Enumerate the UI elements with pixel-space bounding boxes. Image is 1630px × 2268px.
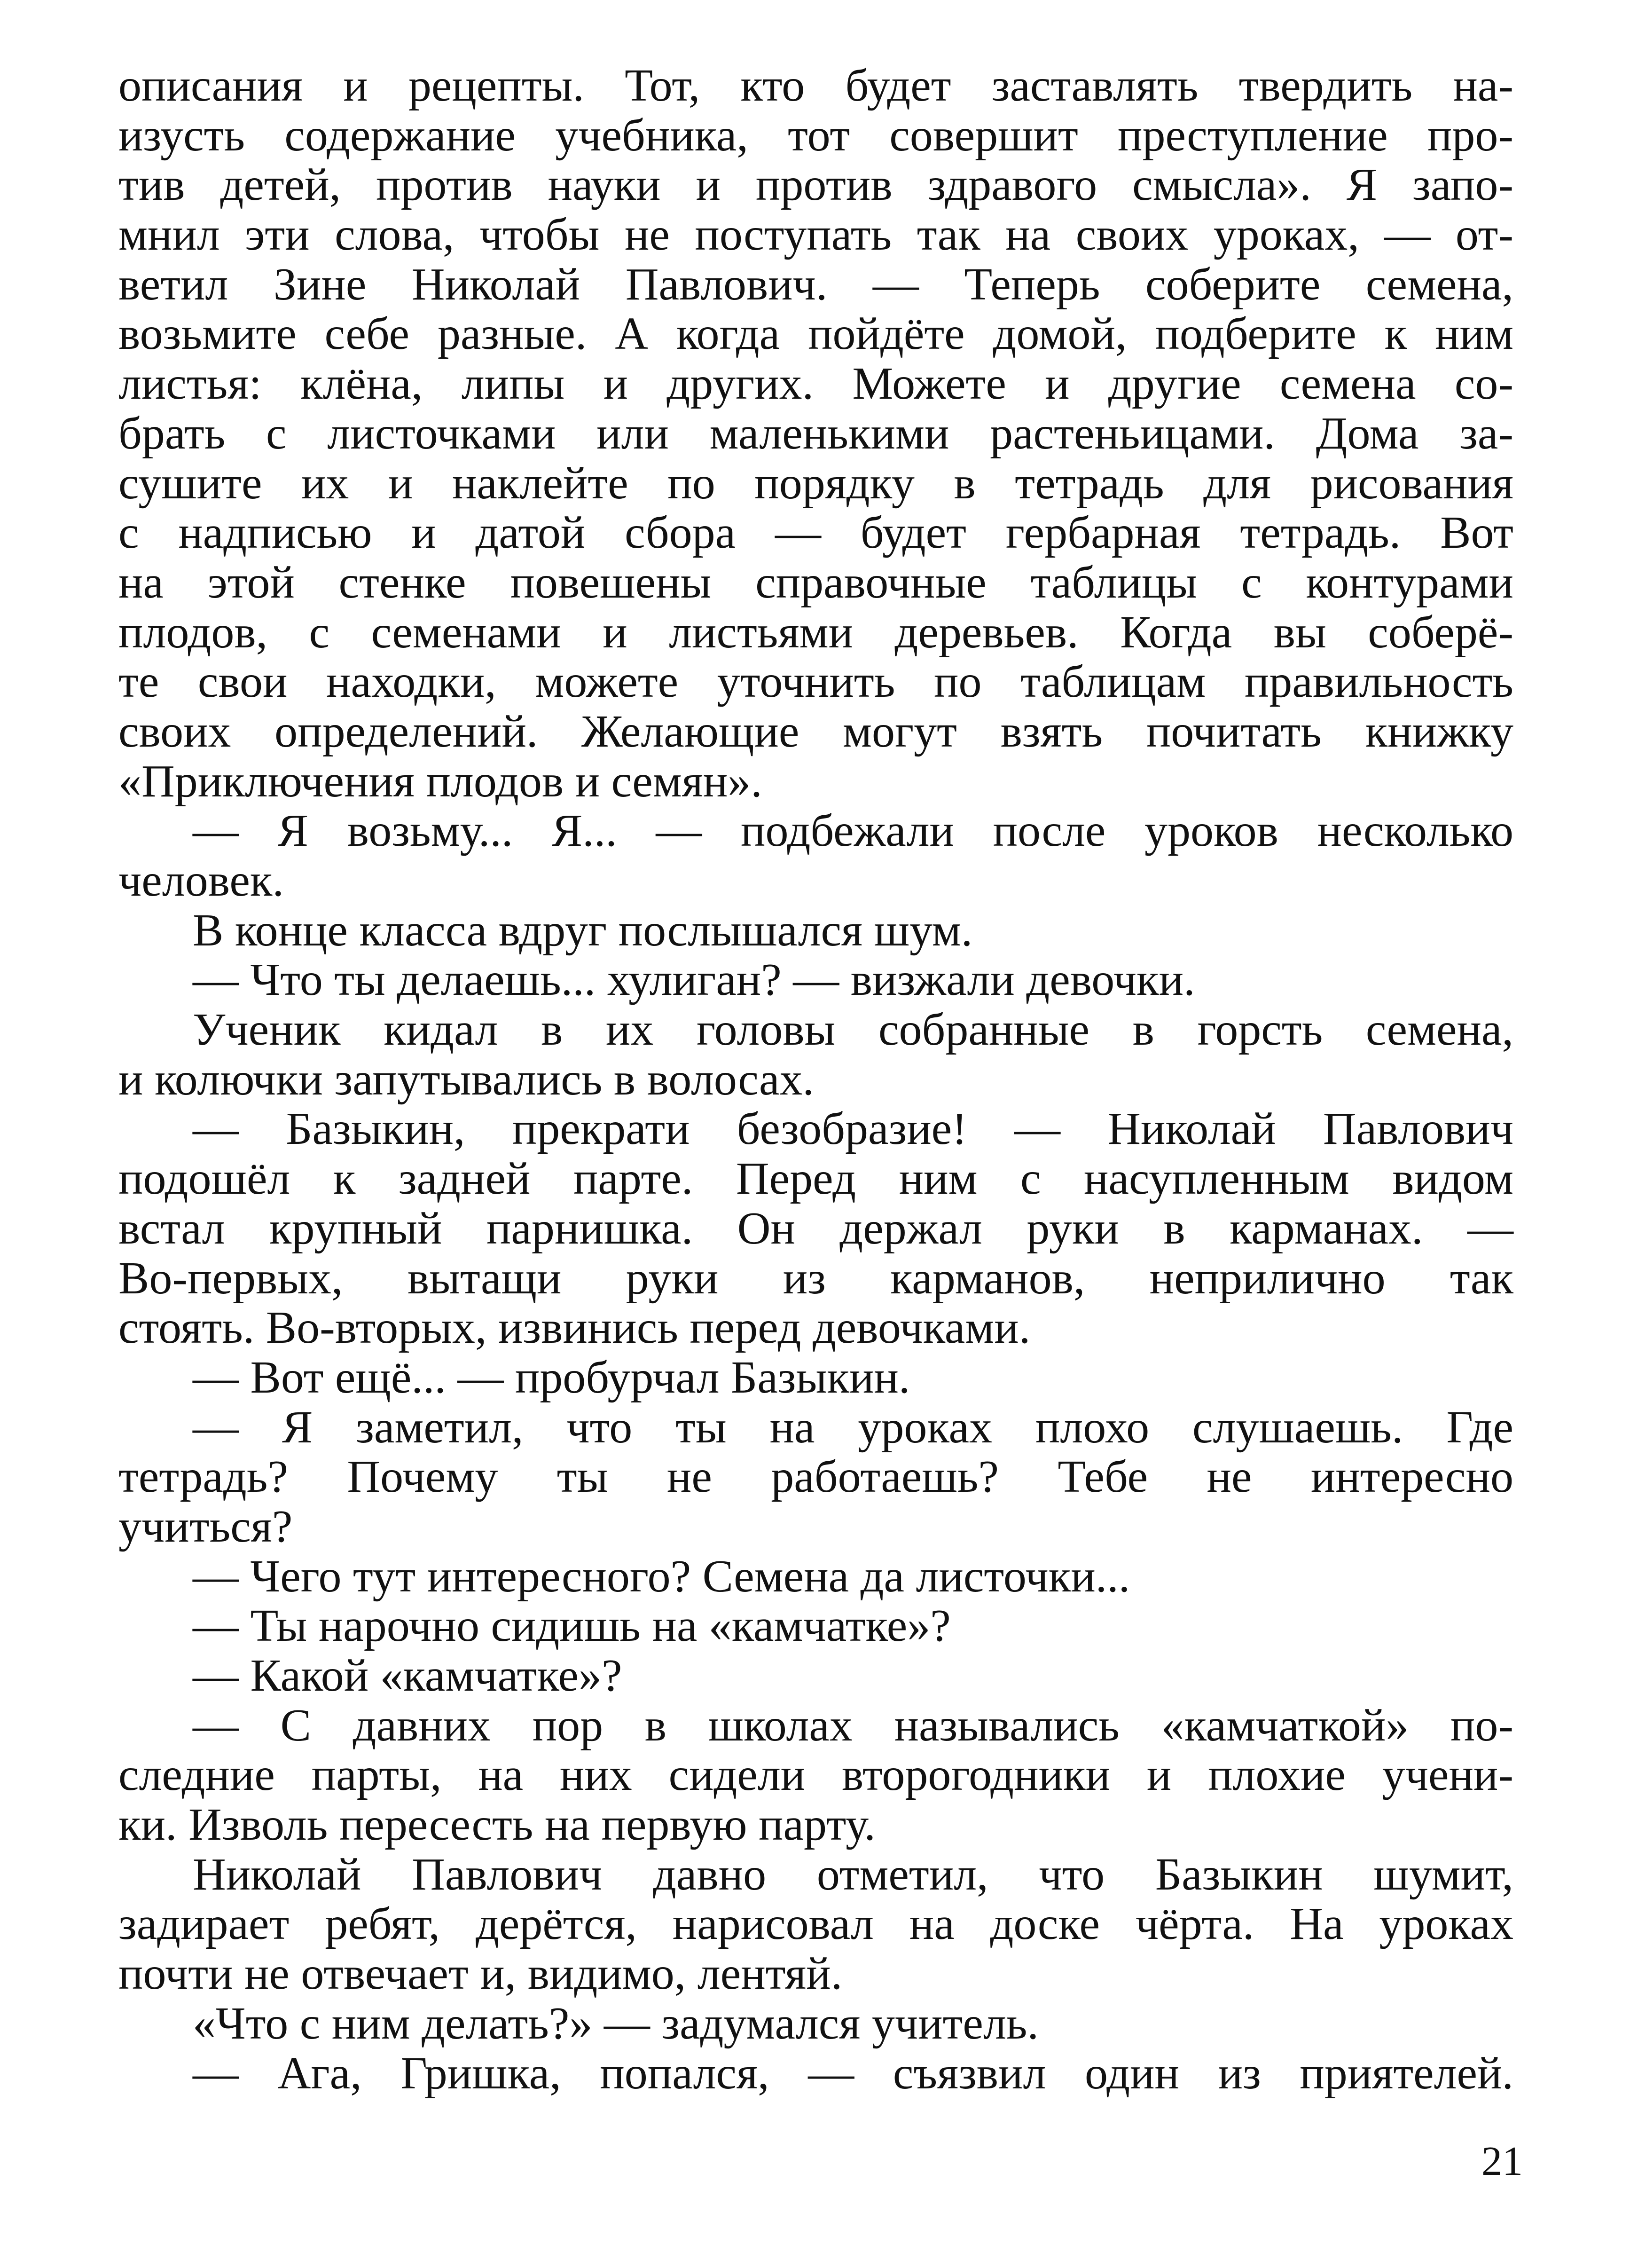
text-line: те свои находки, можете уточнить по таблицам правильность — [118, 656, 1513, 708]
text-line: изусть содержание учебника, тот совершит преступление про- — [118, 110, 1513, 161]
text-line: и колючки запутывались в волосах. — [118, 1054, 815, 1105]
text-line: следние парты, на них сидели второгодники и плохие учени- — [118, 1749, 1513, 1801]
text-line: описания и рецепты. Тот, кто будет заставлять твердить на- — [118, 60, 1513, 111]
text-line: — Что ты делаешь... хулиган? — визжали девочки. — [193, 954, 1195, 1006]
text-line: встал крупный парнишка. Он держал руки в карманах. — — [118, 1203, 1513, 1254]
text-line: — Я заметил, что ты на уроках плохо слушаешь. Где — [193, 1402, 1513, 1453]
text-line: — Какой «камчатке»? — [193, 1650, 622, 1701]
text-line: ветил Зине Николай Павлович. — Теперь соберите семена, — [118, 259, 1513, 310]
text-line: — Базыкин, прекрати безобразие! — Николай Павлович — [193, 1103, 1513, 1155]
text-line: Ученик кидал в их головы собранные в горсть семена, — [193, 1004, 1513, 1055]
text-line: Во-первых, вытащи руки из карманов, неприлично так — [118, 1252, 1513, 1304]
text-line: сушите их и наклейте по порядку в тетрадь для рисования — [118, 457, 1513, 509]
text-line: с надписью и датой сбора — будет гербарная тетрадь. Вот — [118, 507, 1513, 559]
text-line: тетрадь? Почему ты не работаешь? Тебе не интересно — [118, 1451, 1513, 1503]
text-line: брать с листочками или маленькими растеньицами. Дома за- — [118, 408, 1513, 459]
text-line: — С давних пор в школах назывались «камчаткой» по- — [193, 1700, 1513, 1751]
text-line: ки. Изволь пересесть на первую парту. — [118, 1799, 876, 1851]
text-line: В конце класса вдруг послышался шум. — [193, 905, 973, 956]
text-line: — Ты нарочно сидишь на «камчатке»? — [193, 1600, 951, 1652]
text-line: стоять. Во-вторых, извинись перед девочками. — [118, 1302, 1031, 1354]
text-line: на этой стенке повешены справочные таблицы с контурами — [118, 557, 1513, 608]
text-line: — Чего тут интересного? Семена да листочки... — [193, 1551, 1130, 1602]
text-line: подошёл к задней парте. Перед ним с насупленным видом — [118, 1153, 1513, 1205]
text-line: почти не отвечает и, видимо, лентяй. — [118, 1948, 843, 2000]
text-line: «Приключения плодов и семян». — [118, 756, 762, 807]
text-line: — Ага, Гришка, попался, — съязвил один из приятелей. — [193, 2048, 1513, 2099]
text-line: человек. — [118, 855, 284, 906]
text-line: плодов, с семенами и листьями деревьев. Когда вы соберё- — [118, 606, 1513, 658]
body-text — [118, 61, 1513, 2098]
text-line: «Что с ним делать?» — задумался учитель. — [193, 1998, 1039, 2049]
text-line: учиться? — [118, 1501, 293, 1552]
page-number: 21 — [1481, 2139, 1523, 2184]
text-line: листья: клёна, липы и других. Можете и другие семена со- — [118, 358, 1513, 410]
text-line: возьмите себе разные. А когда пойдёте домой, подберите к ним — [118, 308, 1513, 360]
text-line: — Я возьму... Я... — подбежали после уроков несколько — [193, 805, 1513, 857]
text-line: — Вот ещё... — пробурчал Базыкин. — [193, 1352, 910, 1403]
text-line: тив детей, против науки и против здравого смысла». Я запо- — [118, 159, 1513, 211]
text-line: своих определений. Желающие могут взять почитать книжку — [118, 706, 1513, 757]
text-line: Николай Павлович давно отметил, что Базыкин шумит, — [193, 1849, 1513, 1900]
text-line: задирает ребят, дерётся, нарисовал на доске чёрта. На уроках — [118, 1898, 1513, 1950]
text-line: мнил эти слова, чтобы не поступать так на своих уроках, — от- — [118, 209, 1513, 260]
